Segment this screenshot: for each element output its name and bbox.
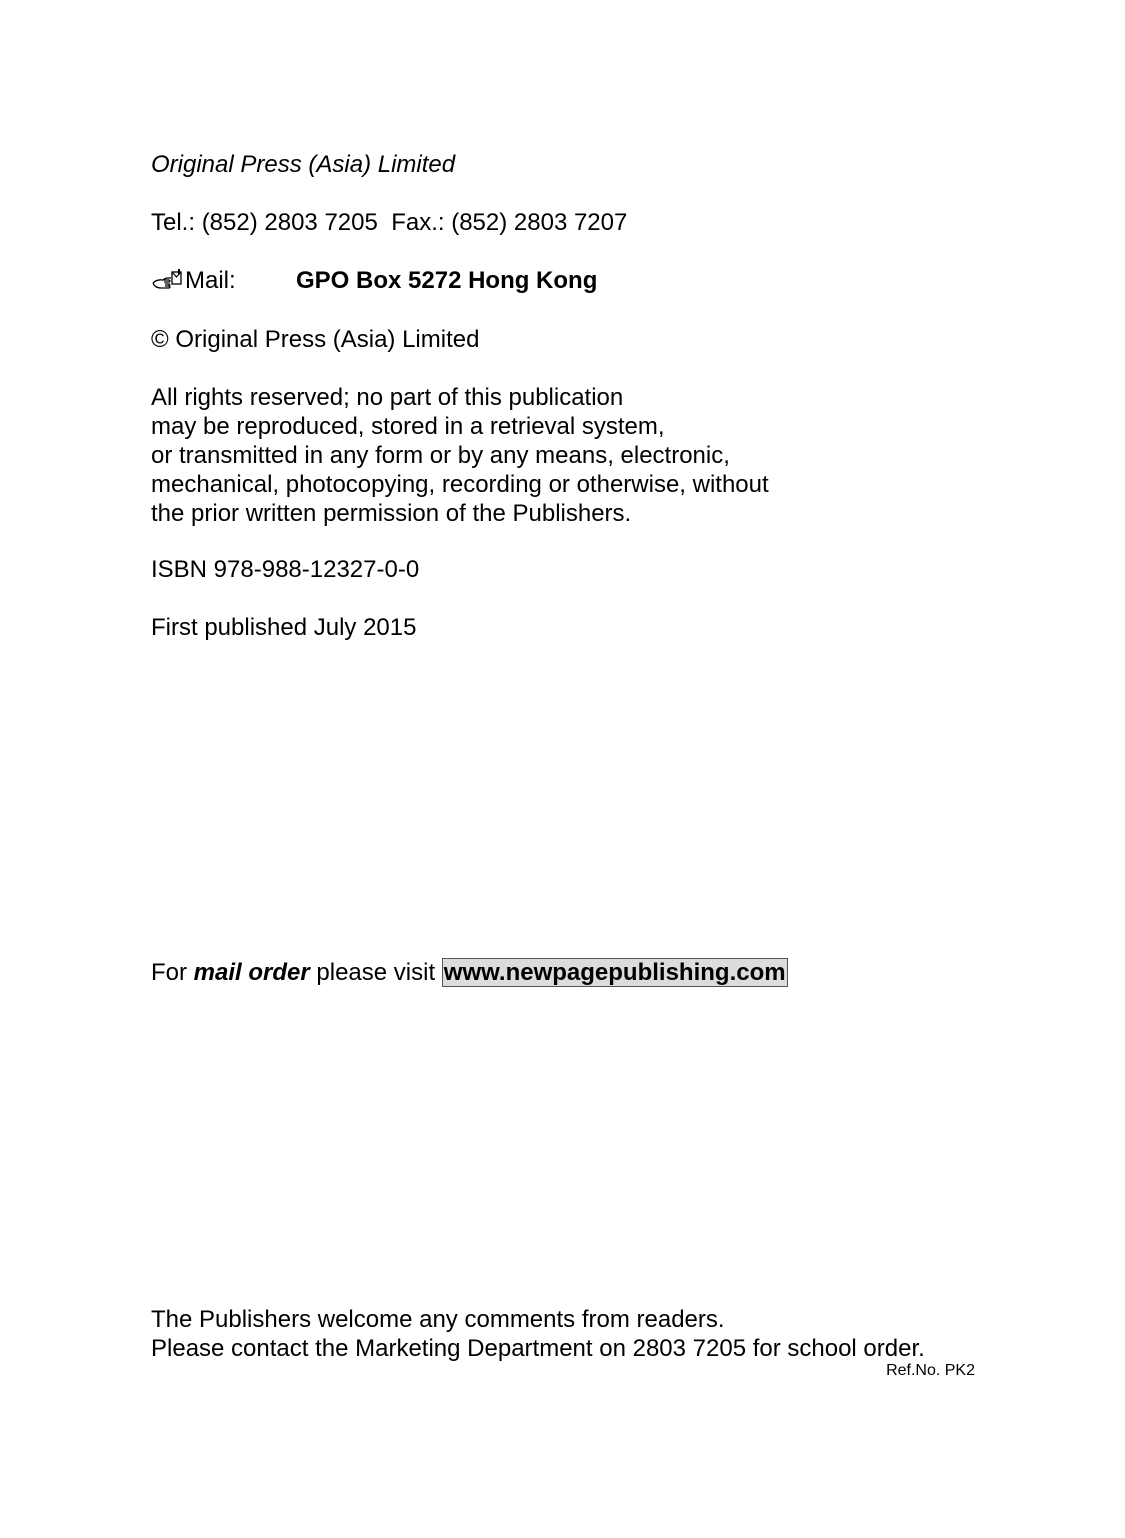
rights-statement: [151, 383, 769, 528]
reference-number: Ref.No. PK2: [886, 1362, 975, 1379]
rights-line: mechanical, photocopying, recording or otherwise, without: [151, 471, 769, 498]
tel-number: (852) 2803 7205: [201, 209, 378, 236]
mail-order-emphasis: mail order: [193, 959, 310, 986]
first-published: First published July 2015: [151, 614, 417, 641]
mail-order-prefix: For: [151, 959, 187, 986]
contact-line: [151, 208, 627, 237]
rights-line: may be reproduced, stored in a retrieval system,: [151, 413, 665, 440]
rights-line: the prior written permission of the Publishers.: [151, 500, 632, 527]
mail-order-line: [151, 958, 788, 987]
mail-line: [151, 266, 597, 295]
comments-note: The Publishers welcome any comments from readers.: [151, 1306, 725, 1333]
mail-order-middle: please visit: [316, 959, 436, 986]
tel-label: Tel.:: [151, 209, 196, 236]
copyright-line: © Original Press (Asia) Limited: [151, 326, 480, 353]
publisher-name: Original Press (Asia) Limited: [151, 151, 456, 178]
mail-hand-icon: [151, 269, 185, 291]
rights-line: All rights reserved; no part of this publication: [151, 384, 624, 411]
website-link[interactable]: www.newpagepublishing.com: [443, 959, 786, 986]
rights-line: or transmitted in any form or by any means, electronic,: [151, 442, 730, 469]
fax-label: Fax.:: [391, 209, 445, 236]
mail-label: Mail:: [185, 267, 236, 294]
contact-department-note: Please contact the Marketing Department on 2803 7205 for school order.: [151, 1335, 925, 1362]
fax-number: (852) 2803 7207: [451, 209, 628, 236]
mail-address: GPO Box 5272 Hong Kong: [296, 267, 598, 294]
isbn: ISBN 978-988-12327-0-0: [151, 556, 420, 583]
